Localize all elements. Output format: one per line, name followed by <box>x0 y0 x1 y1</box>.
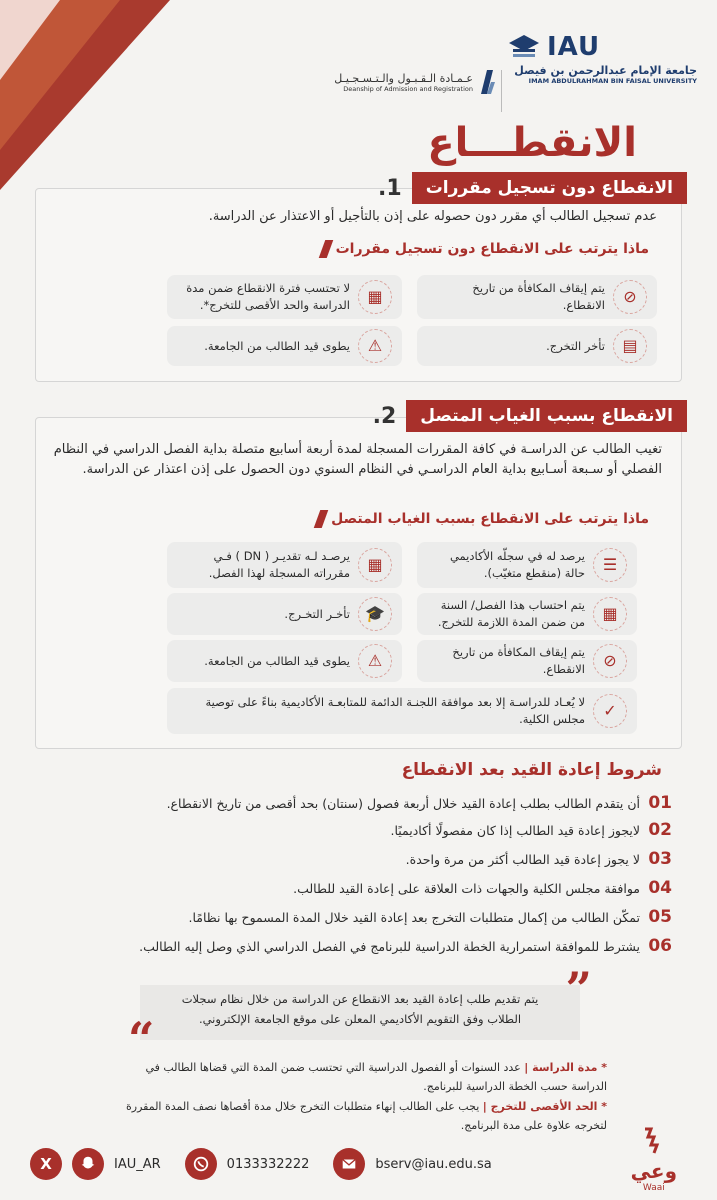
quote-line-1: يتم تقديم طلب إعادة القيد بعد الانقطاع عن الدراسة من خلال نظام سجلات <box>181 992 539 1006</box>
condition-item <box>390 820 672 840</box>
page-title: الانقطـــاع <box>427 120 637 166</box>
condition-number: 05 <box>648 907 672 927</box>
section-2-header <box>373 400 687 432</box>
phone-number[interactable]: 0133332222 <box>226 1156 310 1172</box>
calendar-icon: ▦ <box>358 548 392 582</box>
consequence-card <box>417 326 657 366</box>
consequence-card <box>417 542 637 588</box>
condition-item <box>406 849 672 869</box>
section-1-title: الانقطاع دون تسجيل مقررات <box>412 172 687 204</box>
condition-number: 03 <box>648 849 672 869</box>
consequence-text: يرصد له في سجلّه الأكاديمي حالة (منقطع متغيّب). <box>449 549 585 580</box>
condition-number: 06 <box>648 936 672 956</box>
condition-item <box>167 793 672 813</box>
consequence-card <box>167 593 402 635</box>
university-mark: IAU <box>547 32 601 62</box>
consequence-text: يطوى قيد الطالب من الجامعة. <box>204 338 350 353</box>
condition-text: موافقة مجلس الكلية والجهات ذات العلاقة على إعادة القيد للطالب. <box>293 880 640 896</box>
consequence-text: تأخر التخرج. <box>546 338 605 353</box>
warning-icon: ⚠ <box>358 644 392 678</box>
university-name-en: IMAM ABDULRAHMAN BIN FAISAL UNIVERSITY <box>528 77 697 85</box>
consequence-card <box>167 275 402 319</box>
waai-name-en: Waai <box>642 1183 665 1193</box>
graduation-delay-icon: ▤ <box>613 329 647 363</box>
deanship-logo <box>305 68 495 96</box>
university-name-ar: جامعة الإمام عبدالرحمن بن فيصل <box>514 64 697 77</box>
quote-box <box>140 985 580 1040</box>
section-2-subheading <box>317 510 649 528</box>
section-1-header <box>378 172 687 204</box>
no-money-icon: ⊘ <box>593 644 627 678</box>
note <box>107 1058 607 1097</box>
deanship-emblem-icon <box>479 68 495 96</box>
university-emblem-icon <box>507 33 541 61</box>
consequence-text: يرصـد لـه تقديـر ( DN ) فـي مقرراته المسجلة لهذا الفصل. <box>208 549 350 580</box>
checklist-icon: ☰ <box>593 548 627 582</box>
email-icon[interactable] <box>333 1148 365 1180</box>
deanship-name-en: Deanship of Admission and Registration <box>343 84 473 93</box>
condition-number: 04 <box>648 878 672 898</box>
consequence-text: يتم احتساب هذا الفصل/ السنة من ضمن المدة اللازمة للتخرج. <box>437 598 585 629</box>
consequence-card <box>167 542 402 588</box>
condition-number: 02 <box>648 820 672 840</box>
calendar-icon: ▦ <box>593 597 627 631</box>
section-2-number: 2. <box>372 403 397 429</box>
consequence-card <box>417 640 637 682</box>
condition-item <box>139 936 672 956</box>
note-text: عدد السنوات أو الفصول الدراسية التي تحتسب ضمن المدة التي قضاها الطالب في الدراسة حسب الخطة الدراسية للبرنامج. <box>145 1061 607 1094</box>
note-text: يجب على الطالب إنهاء متطلبات التخرج خلال مدة أقصاها نصف المدة المقررة لتخرجه علاوة على مدة البرنامج. <box>126 1100 607 1133</box>
consequence-text: يتم إيقاف المكافأة من تاريخ الانقطاع. <box>452 645 585 676</box>
waai-name-ar: وعي <box>630 1159 677 1183</box>
consequence-card <box>417 593 637 635</box>
condition-text: تمكّن الطالب من إكمال متطلبات التخرج بعد إعادة القيد خلال المدة المسموح بها نظامًا. <box>188 909 640 925</box>
consequence-text: تأخـر التخـرج. <box>284 606 350 621</box>
condition-item <box>293 878 672 898</box>
condition-item <box>189 907 672 927</box>
consequence-text: لا تحتسب فترة الانقطاع ضمن مدة الدراسة والحد الأقصى للتخرج*. <box>186 281 350 312</box>
divider <box>501 70 502 112</box>
condition-text: يشترط للموافقة استمرارية الخطة الدراسية للبرنامج في الفصل الدراسي الذي وصل إليه الطالب. <box>139 938 640 954</box>
quote-open-icon: ” <box>565 962 592 1016</box>
section-2-subheading-text: ماذا يترتب على الانقطاع بسبب الغياب المتصل <box>331 511 649 527</box>
university-logo <box>507 32 697 85</box>
footer-contacts <box>30 1148 492 1180</box>
consequence-card <box>167 326 402 366</box>
conditions-title: شروط إعادة القيد بعد الانقطاع <box>401 760 662 780</box>
note <box>107 1097 607 1136</box>
snapchat-icon[interactable] <box>72 1148 104 1180</box>
x-twitter-icon[interactable]: X <box>30 1148 62 1180</box>
note-label: * الحد الأقصى للتخرج | <box>482 1100 607 1113</box>
deanship-name-ar: عـمـادة الـقـبـول والـتـسـجـيـل <box>334 71 473 85</box>
condition-text: لايجوز إعادة قيد الطالب إذا كان مفصولًا أكاديميًا. <box>390 822 640 838</box>
condition-text: لا يجوز إعادة قيد الطالب أكثر من مرة واحدة. <box>405 851 640 867</box>
note-label: * مدة الدراسة | <box>524 1061 607 1074</box>
consequence-text: يتم إيقاف المكافأة من تاريخ الانقطاع. <box>472 281 605 312</box>
email-address[interactable]: bserv@iau.edu.sa <box>375 1156 492 1172</box>
waai-logo <box>631 1125 677 1193</box>
consequence-card <box>417 275 657 319</box>
consequence-card <box>167 688 637 734</box>
condition-text: أن يتقدم الطالب بطلب إعادة القيد خلال أربعة فصول (سنتان) بحد أقصى من تاريخ الانقطاع. <box>166 795 640 811</box>
quote-close-icon: “ <box>128 1012 155 1066</box>
clipboard-check-icon: ✓ <box>593 694 627 728</box>
section-2-description: تغيب الطالب عن الدراسـة في كافة المقررات المسجلة لمدة أربعة أسابيع متصلة بداية الفصل الدراسي في النظام الفصلي أو سـبعة أسـابيع بداية العام الدراسـي في النظام السنوي دون الحصول على إذن اعتذار عن الدراسة. <box>53 442 662 478</box>
section-2-title: الانقطاع بسبب الغياب المتصل <box>406 400 687 432</box>
section-1-number: 1. <box>378 175 402 201</box>
whatsapp-icon[interactable] <box>185 1148 217 1180</box>
section-1-subheading-text: ماذا يترتب على الانقطاع دون تسجيل مقررات <box>335 241 649 257</box>
no-money-icon: ⊘ <box>613 280 647 314</box>
consequence-text: يطوى قيد الطالب من الجامعة. <box>204 653 350 668</box>
graduation-cap-icon: 🎓 <box>358 597 392 631</box>
section-1-subheading <box>322 240 649 258</box>
calendar-icon: ▦ <box>358 280 392 314</box>
waai-mark-icon <box>641 1125 667 1155</box>
quote-line-2: الطلاب وفق التقويم الأكاديمي المعلن على موقع الجامعة الإلكتروني. <box>198 1011 522 1026</box>
consequence-text: لا يُعـاد للدراسـة إلا بعد موافقة اللجنـة الدائمة للمتابعـة الأكاديمية بناءً على توصية مجلس الكلية. <box>205 695 585 726</box>
header <box>0 24 717 104</box>
consequence-card <box>167 640 402 682</box>
section-1-description: عدم تسجيل الطالب أي مقرر دون حصوله على إذن بالتأجيل أو الاعتذار عن الدراسة. <box>208 209 657 224</box>
warning-icon: ⚠ <box>358 329 392 363</box>
condition-number: 01 <box>648 793 672 813</box>
social-handle[interactable]: IAU_AR <box>114 1156 161 1172</box>
